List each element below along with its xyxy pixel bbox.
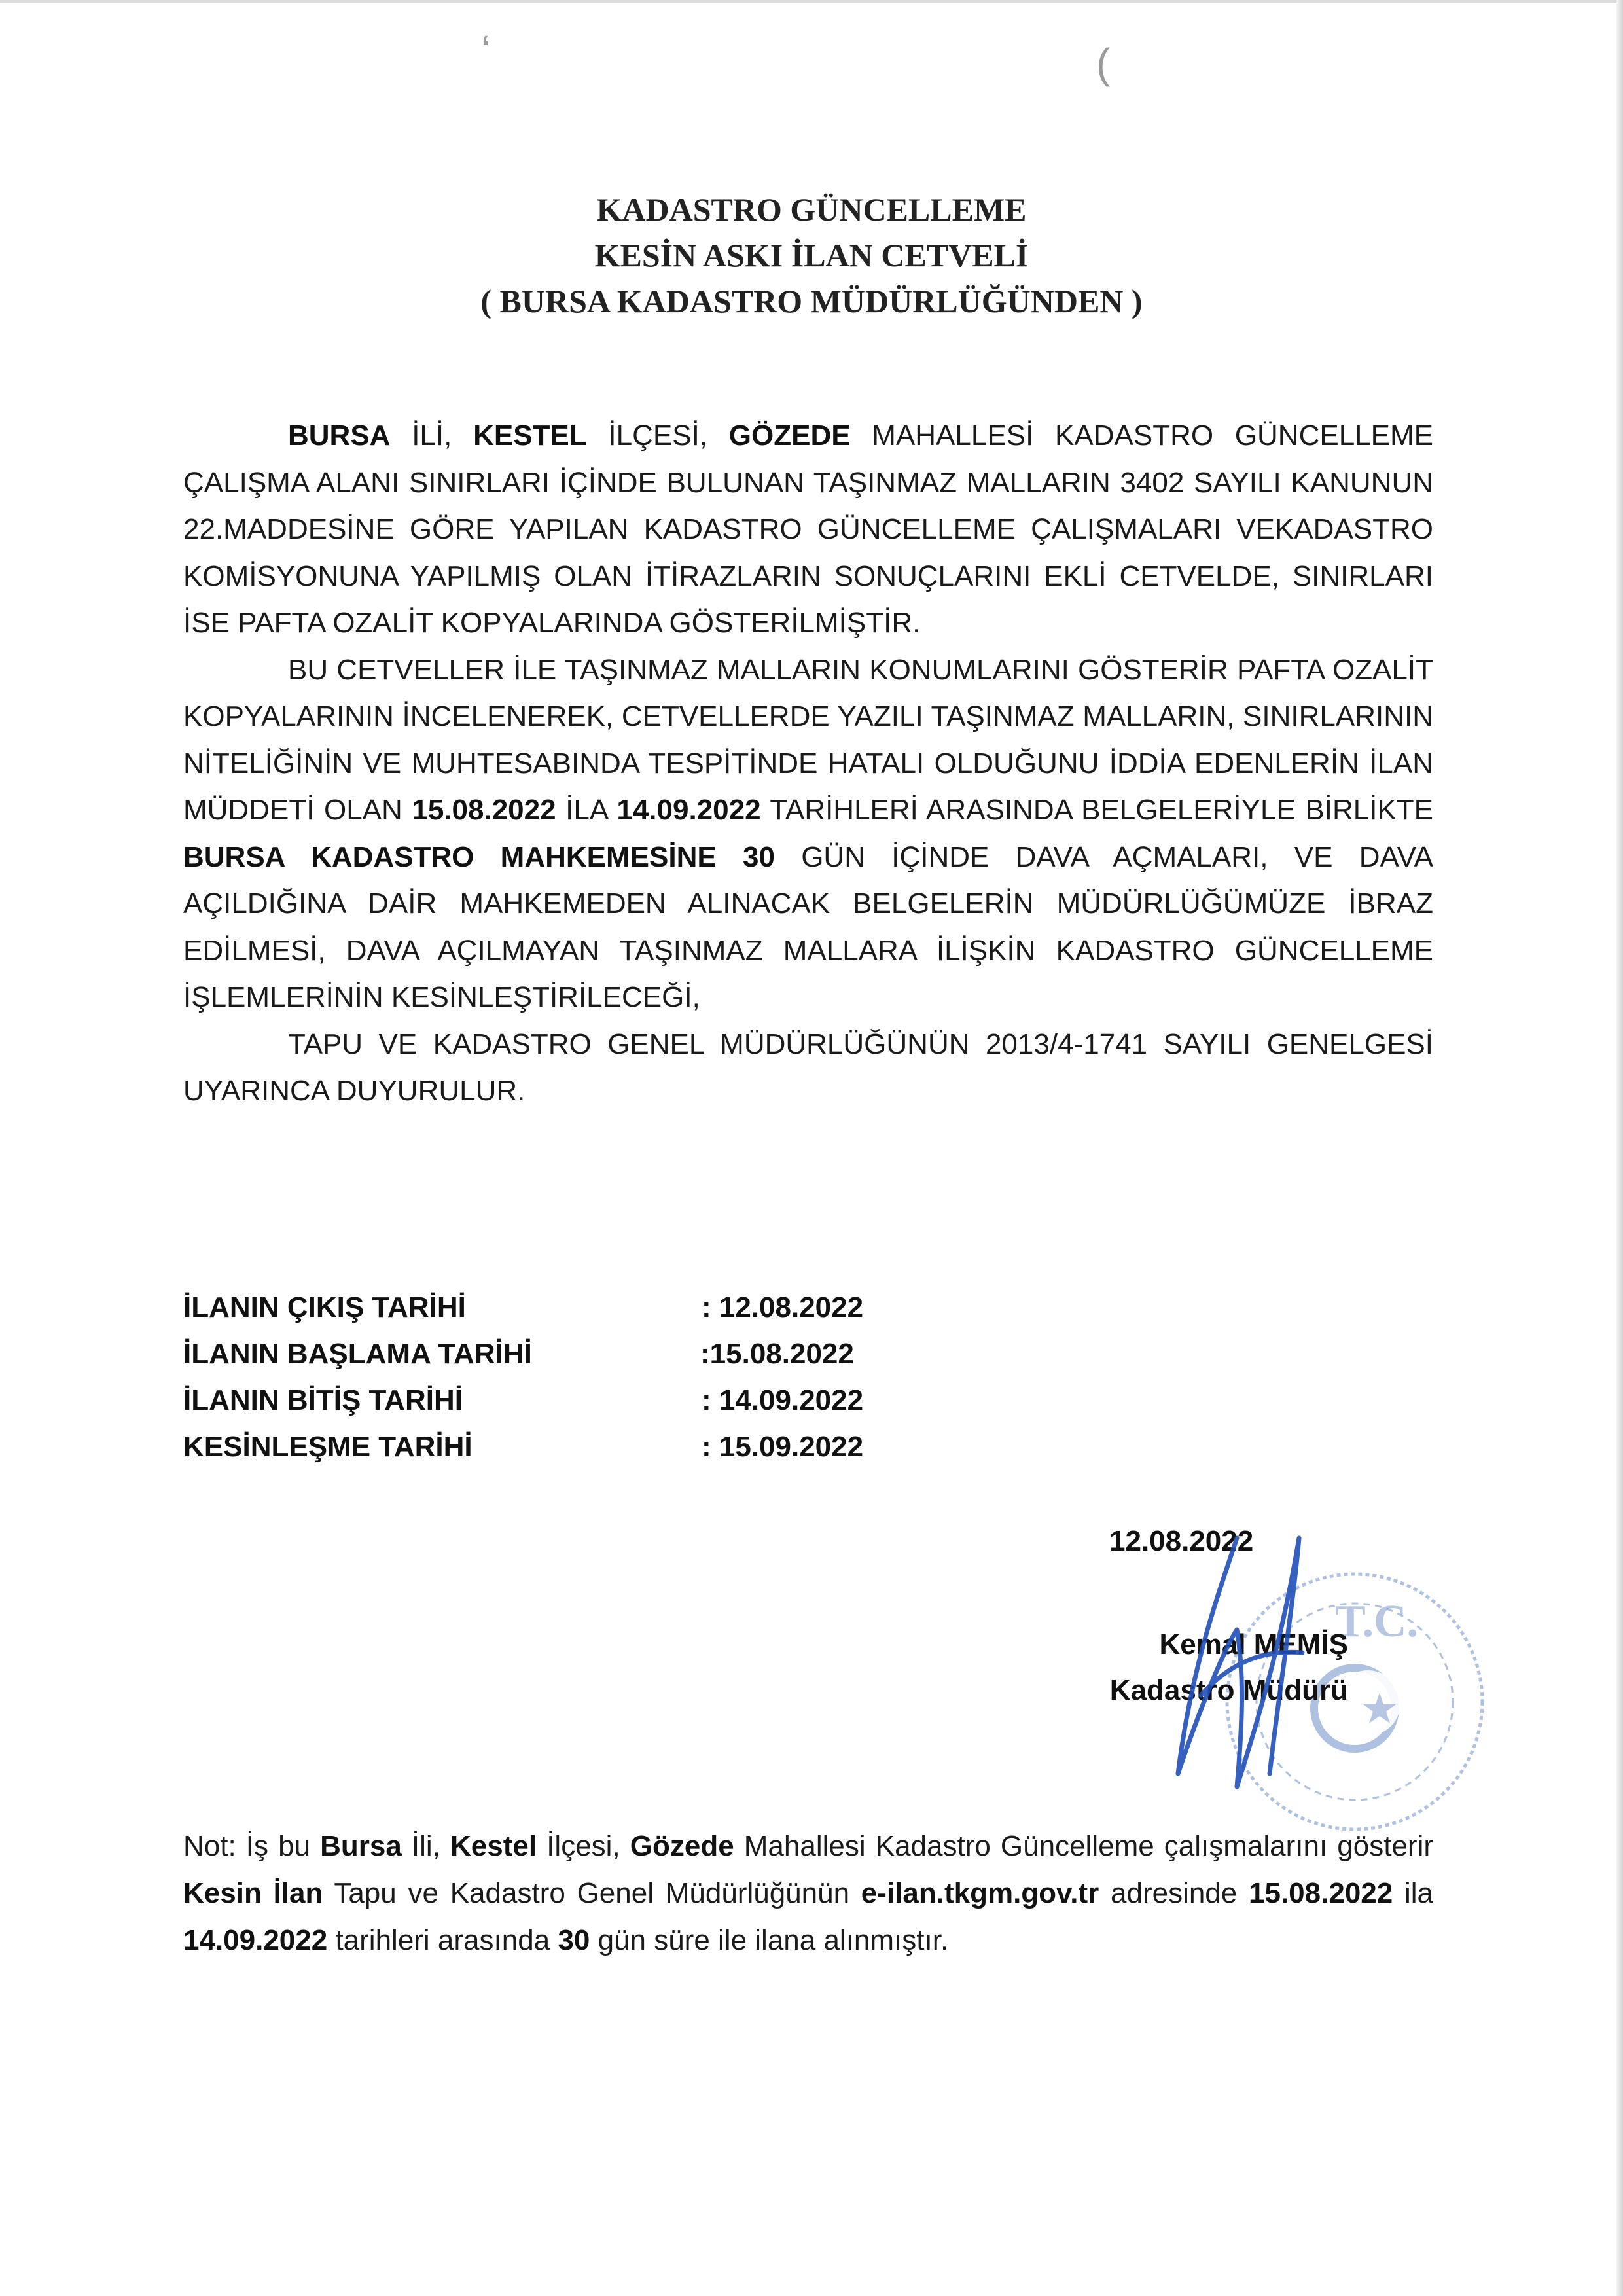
- text-fragment: İLİ,: [390, 420, 474, 452]
- text-fragment: Tapu ve Kadastro Genel Müdürlüğünün: [323, 1877, 861, 1909]
- paragraph-1: [183, 412, 1433, 647]
- title-line-1: KADASTRO GÜNCELLEME: [596, 191, 1027, 228]
- district-name: Kestel: [450, 1830, 537, 1862]
- neighborhood-name: GÖZEDE: [728, 420, 851, 452]
- handwritten-signature: [1139, 1499, 1348, 1800]
- signatory-name: Kemal MEMİŞ: [1159, 1628, 1348, 1660]
- announcement-body: [183, 412, 1433, 1115]
- objection-start-date: 15.08.2022: [412, 794, 556, 826]
- stamp-text: T.C.: [1335, 1596, 1419, 1647]
- text-fragment: İLA: [556, 794, 617, 826]
- signature-date: 12.08.2022: [1109, 1525, 1254, 1557]
- date-value: :15.08.2022: [700, 1338, 854, 1370]
- text-fragment: adresinde: [1099, 1877, 1249, 1909]
- date-label: KESİNLEŞME TARİHİ: [183, 1431, 473, 1463]
- date-row: [183, 1424, 969, 1470]
- date-row: [183, 1377, 969, 1424]
- text-fragment: Not: İş bu: [183, 1830, 321, 1862]
- notice-duration-days: 30: [558, 1924, 590, 1956]
- document-title: [0, 187, 1623, 324]
- date-label: İLANIN ÇIKIŞ TARİHİ: [183, 1291, 466, 1323]
- signatory-title: Kadastro Müdürü: [1109, 1674, 1348, 1706]
- text-fragment: İli,: [401, 1830, 451, 1862]
- title-line-2: KESİN ASKI İLAN CETVELİ: [594, 237, 1029, 274]
- text-fragment: BU CETVELLER İLE TAŞINMAZ MALLARIN KONUMLARINI GÖSTERİR PAFTA OZALİT KOPYALARININ İNCELENEREK, CETVELLERDE YAZILI TAŞINMAZ MALLARIN, SINIRLARININ NİTELİĞİNİN VE MUHTESABINDA TESPİTİNDE HATALI OLDUĞUNU İDDİA EDENLERİN İLAN MÜDDETİ OLAN: [183, 653, 1433, 826]
- date-label: İLANIN BİTİŞ TARİHİ: [183, 1384, 463, 1416]
- footnote: [183, 1823, 1433, 1964]
- court-name: BURSA KADASTRO MAHKEMESİNE 30: [183, 840, 775, 873]
- neighborhood-name: Gözede: [630, 1830, 734, 1862]
- date-row: [183, 1284, 969, 1331]
- text-fragment: gün süre ile ilana alınmıştır.: [590, 1924, 949, 1956]
- notice-start-date: 15.08.2022: [1249, 1877, 1393, 1909]
- paragraph-3: TAPU VE KADASTRO GENEL MÜDÜRLÜĞÜNÜN 2013/4-1741 SAYILI GENELGESİ UYARINCA DUYURULUR.: [183, 1028, 1433, 1107]
- text-fragment: İlçesi,: [537, 1830, 630, 1862]
- announcement-dates: [183, 1284, 969, 1470]
- scan-right-edge: [1616, 0, 1623, 2296]
- announcement-url: e-ilan.tkgm.gov.tr: [861, 1877, 1099, 1909]
- district-name: KESTEL: [473, 420, 587, 452]
- date-row: [183, 1331, 969, 1377]
- date-value: : 15.09.2022: [702, 1431, 864, 1463]
- text-fragment: ila: [1393, 1877, 1434, 1909]
- city-name: BURSA: [288, 420, 391, 452]
- text-fragment: GÜN İÇİNDE DAVA AÇMALARI, VE DAVA AÇILDIĞINA DAİR MAHKEMEDEN ALINACAK BELGELERİN MÜDÜRLÜĞÜMÜZE İBRAZ EDİLMESİ, DAVA AÇILMAYAN TAŞINMAZ MALLARA İLİŞKİN KADASTRO GÜNCELLEME İŞLEMLERİNİN KESİNLEŞTİRİLECEĞİ,: [183, 840, 1434, 1013]
- text-fragment: TARİHLERİ ARASINDA BELGELERİYLE BİRLİKTE: [760, 794, 1433, 826]
- scan-speck: (: [1096, 40, 1111, 87]
- date-value: : 12.08.2022: [702, 1291, 864, 1323]
- city-name: Bursa: [320, 1830, 402, 1862]
- objection-end-date: 14.09.2022: [616, 794, 761, 826]
- text-fragment: İLÇESİ,: [586, 420, 729, 452]
- title-line-3: ( BURSA KADASTRO MÜDÜRLÜĞÜNDEN ): [480, 283, 1143, 319]
- date-value: : 14.09.2022: [702, 1384, 864, 1416]
- notice-end-date: 14.09.2022: [183, 1924, 328, 1956]
- text-fragment: Mahallesi Kadastro Güncelleme çalışmalarını gösterir: [734, 1830, 1433, 1862]
- date-label: İLANIN BAŞLAMA TARİHİ: [183, 1338, 532, 1370]
- text-fragment: MAHALLESİ KADASTRO GÜNCELLEME ÇALIŞMA ALANI SINIRLARI İÇİNDE BULUNAN TAŞINMAZ MALLARIN 3402 SAYILI KANUNUN 22.MADDESİNE GÖRE YAPILAN KADASTRO GÜNCELLEME ÇALIŞMALARI VEKADASTRO KOMİSYONUNA YAPILMIŞ OLAN İTİRAZLARIN SONUÇLARINI EKLİ CETVELDE, SINIRLARI İSE PAFTA OZALİT KOPYALARINDA GÖSTERİLMİŞTİR.: [183, 420, 1433, 639]
- paragraph-2: [183, 647, 1433, 1021]
- final-notice-label: Kesin İlan: [183, 1877, 323, 1909]
- scan-top-edge: [0, 0, 1623, 3]
- text-fragment: tarihleri arasında: [327, 1924, 558, 1956]
- scan-speck: ‘: [481, 27, 491, 74]
